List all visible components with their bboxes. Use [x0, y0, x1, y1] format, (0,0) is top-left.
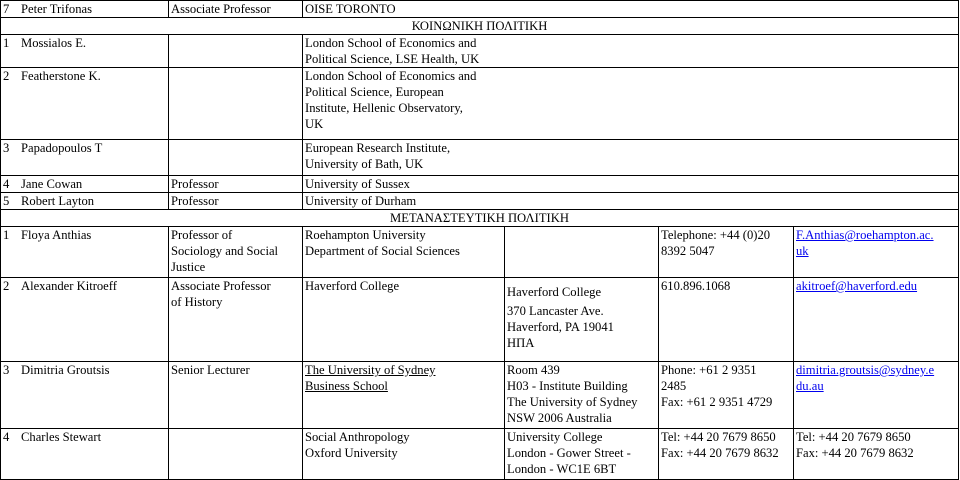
address-line: Room 439 [507, 363, 560, 377]
institution-cell: University of Durham [303, 193, 959, 210]
phone-line: Tel: +44 20 7679 8650 [796, 430, 911, 444]
institution-cell [303, 35, 959, 68]
person-cell [1, 193, 169, 210]
institution-cell [303, 362, 505, 429]
institution-cell [303, 429, 505, 480]
title-cell [169, 227, 303, 278]
table-row [1, 193, 959, 210]
institution-cell [303, 227, 505, 278]
phone-cell [659, 429, 794, 480]
phone-line: Fax: +44 20 7679 8632 [796, 446, 914, 460]
person-name: Alexander Kitroeff [21, 279, 117, 293]
title-line: Associate Professor [171, 279, 271, 293]
table-row [1, 68, 959, 140]
title-cell [169, 35, 303, 68]
institution-line: UK [305, 117, 324, 131]
phone-line: Phone: +61 2 9351 [661, 363, 757, 377]
title-cell: Senior Lecturer [169, 362, 303, 429]
institution-line: European Research Institute, [305, 141, 451, 155]
section-title-social-policy: ΚΟΙΝΩΝΙΚΗ ΠΟΛΙΤΙΚΗ [1, 18, 959, 35]
address-line: 370 Lancaster Ave. [507, 304, 604, 318]
person-cell [1, 429, 169, 480]
email-link[interactable]: akitroef@haverford.edu [796, 279, 918, 293]
title-line: Justice [171, 260, 206, 274]
phone-line: Fax: +61 2 9351 4729 [661, 395, 773, 409]
address-line: London - WC1E 6BT [507, 462, 617, 476]
person-name: Dimitria Groutsis [21, 363, 110, 377]
institution-cell [303, 68, 959, 140]
email-cell [794, 362, 959, 429]
section-header-row [1, 18, 959, 35]
row-number: 1 [3, 228, 10, 242]
section-title-migration-policy: ΜΕΤΑΝΑΣΤΕΥΤΙΚΗ ΠΟΛΙΤΙΚΗ [1, 210, 959, 227]
title-cell: Professor [169, 193, 303, 210]
address-line: NSW 2006 Australia [507, 411, 612, 425]
person-name: Charles Stewart [21, 430, 102, 444]
row-number: 3 [3, 363, 10, 377]
person-cell [1, 68, 169, 140]
address-line: H03 - Institute Building [507, 379, 628, 393]
phone-cell [659, 227, 794, 278]
institution-cell: University of Sussex [303, 176, 959, 193]
phone-line: Tel: +44 20 7679 8650 [661, 430, 776, 444]
row-number: 3 [3, 141, 10, 155]
address-cell [505, 227, 659, 278]
address-line: Haverford, PA 19041 [507, 320, 614, 334]
person-cell [1, 140, 169, 176]
email-link[interactable]: du.au [796, 379, 824, 393]
institution-line: Institute, Hellenic Observatory, [305, 101, 463, 115]
phone-line: 8392 5047 [661, 244, 715, 258]
section-header-row [1, 210, 959, 227]
institution-line: London School of Economics and [305, 36, 477, 50]
person-name: Robert Layton [21, 194, 95, 208]
title-cell [169, 429, 303, 480]
address-line: ΗΠΑ [507, 336, 535, 350]
person-name: Papadopoulos T [21, 141, 103, 155]
table-row [1, 140, 959, 176]
row-number: 4 [3, 177, 10, 191]
email-link[interactable]: F.Anthias@roehampton.ac. [796, 228, 934, 242]
row7-person [1, 1, 169, 18]
institution-line: Roehampton University [305, 228, 426, 242]
phone-line: 2485 [661, 379, 687, 393]
table-row [1, 278, 959, 362]
phone-line: Telephone: +44 (0)20 [661, 228, 771, 242]
person-cell [1, 362, 169, 429]
table-row [1, 227, 959, 278]
institution-line: Political Science, European [305, 85, 444, 99]
person-name: Featherstone K. [21, 69, 101, 83]
address-cell [505, 362, 659, 429]
person-name: Mossialos E. [21, 36, 87, 50]
table-row [1, 362, 959, 429]
title-line: Sociology and Social [171, 244, 279, 258]
address-cell [505, 278, 659, 362]
phone-cell: 610.896.1068 [659, 278, 794, 362]
phone-cell [659, 362, 794, 429]
person-name: Peter Trifonas [21, 2, 93, 16]
institution-line: University of Bath, UK [305, 157, 424, 171]
title-cell [169, 278, 303, 362]
email-link[interactable]: dimitria.groutsis@sydney.e [796, 363, 935, 377]
row-number: 2 [3, 69, 10, 83]
phone-line: Fax: +44 20 7679 8632 [661, 446, 779, 460]
institution-line: Oxford University [305, 446, 398, 460]
person-cell [1, 176, 169, 193]
row-number: 1 [3, 36, 10, 50]
table-row [1, 429, 959, 480]
address-line: London - Gower Street - [507, 446, 631, 460]
table-row [1, 35, 959, 68]
row-number: 7 [3, 2, 10, 16]
title-line: Professor of [171, 228, 233, 242]
row7-institution: OISE TORONTO [303, 1, 959, 18]
person-name: Floya Anthias [21, 228, 92, 242]
institution-line: London School of Economics and [305, 69, 477, 83]
institution-line: Political Science, LSE Health, UK [305, 52, 480, 66]
row-number: 5 [3, 194, 10, 208]
address-line: The University of Sydney [507, 395, 638, 409]
person-cell [1, 35, 169, 68]
contact-cell [794, 429, 959, 480]
row7-title: Associate Professor [169, 1, 303, 18]
row-number: 4 [3, 430, 10, 444]
table-row [1, 176, 959, 193]
address-cell [505, 429, 659, 480]
title-cell: Professor [169, 176, 303, 193]
title-cell [169, 140, 303, 176]
institution-cell [303, 140, 959, 176]
person-cell [1, 278, 169, 362]
institution-line: Business School [305, 379, 388, 393]
address-line: University College [507, 430, 603, 444]
email-link[interactable]: uk [796, 244, 809, 258]
person-name: Jane Cowan [21, 177, 83, 191]
title-cell [169, 68, 303, 140]
address-line: Haverford College [507, 285, 602, 299]
institution-line: Social Anthropology [305, 430, 410, 444]
title-line: of History [171, 295, 223, 309]
institution-cell: Haverford College [303, 278, 505, 362]
email-cell [794, 278, 959, 362]
institution-line: Department of Social Sciences [305, 244, 460, 258]
institution-line: The University of Sydney [305, 363, 436, 377]
table-row [1, 1, 959, 18]
row-number: 2 [3, 279, 10, 293]
person-cell [1, 227, 169, 278]
email-cell [794, 227, 959, 278]
